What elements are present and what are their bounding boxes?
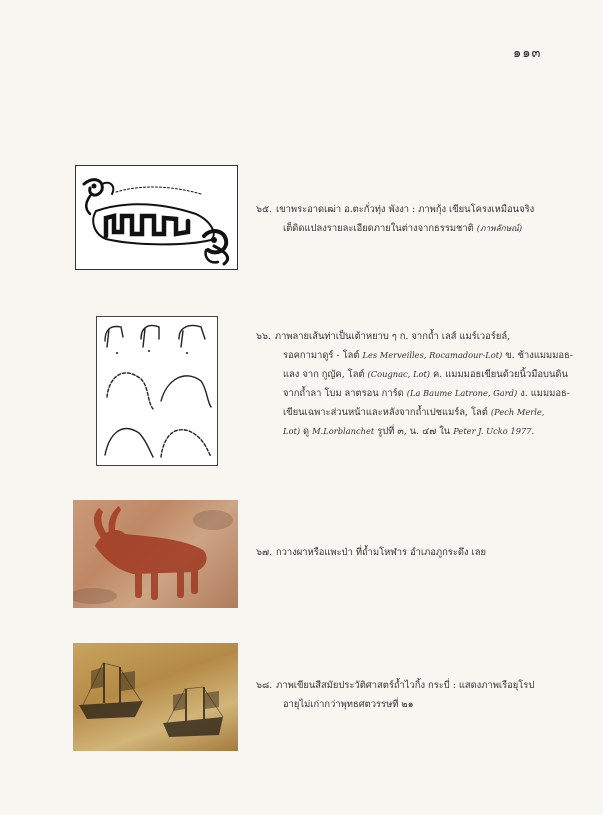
caption-latin: Les Merveilles, Rocamadour-Lot) [362,350,503,360]
figure-number: ๖๖. [256,331,271,342]
caption-text: เขาพระอาดเฒ่า อ.ตะกั่วทุ่ง พังงา : ภาพกุ้ง เขียนโครงเหมือนจริง [276,204,535,215]
caption-line [256,219,534,238]
figure-66-image [96,316,218,466]
caption-text: ดู [300,426,313,437]
figure-67-photo [73,500,238,608]
caption-text: รอคกามาดูร์ - โลต์ [283,350,363,361]
caption-text: แลง จาก กูญัค, โลต์ [283,369,368,380]
figure-number: ๖๗. [256,547,272,558]
caption-text: ง. แมมมอธ- [517,388,570,399]
caption-latin: Peter J. Ucko 1977. [453,426,535,436]
figure-65-caption [256,200,534,238]
caption-text: จากถ้ำลา โบม ลาตรอน การ์ด [283,388,407,399]
ships-painting [73,643,238,751]
serow-painting [73,500,238,608]
figure-68-photo [73,643,238,751]
caption-text: ภาพเขียนสีสมัยประวัติศาสตร์ถ้ำไวกิ้ง กระบี่ : แสดงภาพเรือยุโรป [276,680,535,691]
caption-latin: (Pech Merle, [490,407,545,417]
caption-text: เต็ดิดแปลงรายละเอียดภายในต่างจากธรรมชาติ [283,223,477,234]
caption-line [256,384,573,403]
caption-latin: (Cougnac, Lot) [367,369,431,379]
caption-text: ภาพลายเส้นท่าเป็นเต้าหยาบ ๆ ก. จากถ้ำ เลส์ แมร์เวอร์ยล์, [274,331,511,342]
figure-68-caption [256,676,534,714]
caption-text: กวางผาหรือแพะป่า ที่ถ้ำมโหฬาร อำเภอภูกระดึง เลย [275,547,486,558]
caption-line [256,365,573,384]
mammoth-drawings [97,317,217,465]
caption-line [256,422,573,441]
figure-number: ๖๕. [256,204,273,215]
caption-line [256,200,534,219]
caption-text: อายุไม่เก่ากว่าพุทธศตวรรษที่ ๒๑ [283,699,414,710]
figure-65-image [75,165,238,270]
caption-latin: (La Baume Latrone, Gard) [406,388,518,398]
caption-latin: M.Lorblanchet [312,426,375,436]
caption-line [256,695,534,714]
caption-latin: Lot) [283,426,301,436]
caption-text: รูปที่ ๓, น. ๔๗ ใน [374,426,454,437]
page-number: ๑๑๓ [513,46,542,61]
caption-line [256,346,573,365]
caption-text: เขียนเฉพาะส่วนหน้าและหลังจากถ้ำเปชแมร์ล, โลต์ [283,407,491,418]
figure-67-caption [256,543,486,562]
shrimp-drawing [76,166,237,269]
figure-66-caption [256,327,573,441]
caption-latin: (ภาพลักษณ์) [476,223,523,233]
caption-text: ค. แมมมอธเขียนด้วยนิ้วมือบนดิน [430,369,568,380]
caption-line [256,543,486,562]
figure-number: ๖๘. [256,680,273,691]
caption-text: ข. ช้างแมมมอธ- [502,350,573,361]
caption-line [256,676,534,695]
caption-line [256,327,573,346]
caption-line [256,403,573,422]
